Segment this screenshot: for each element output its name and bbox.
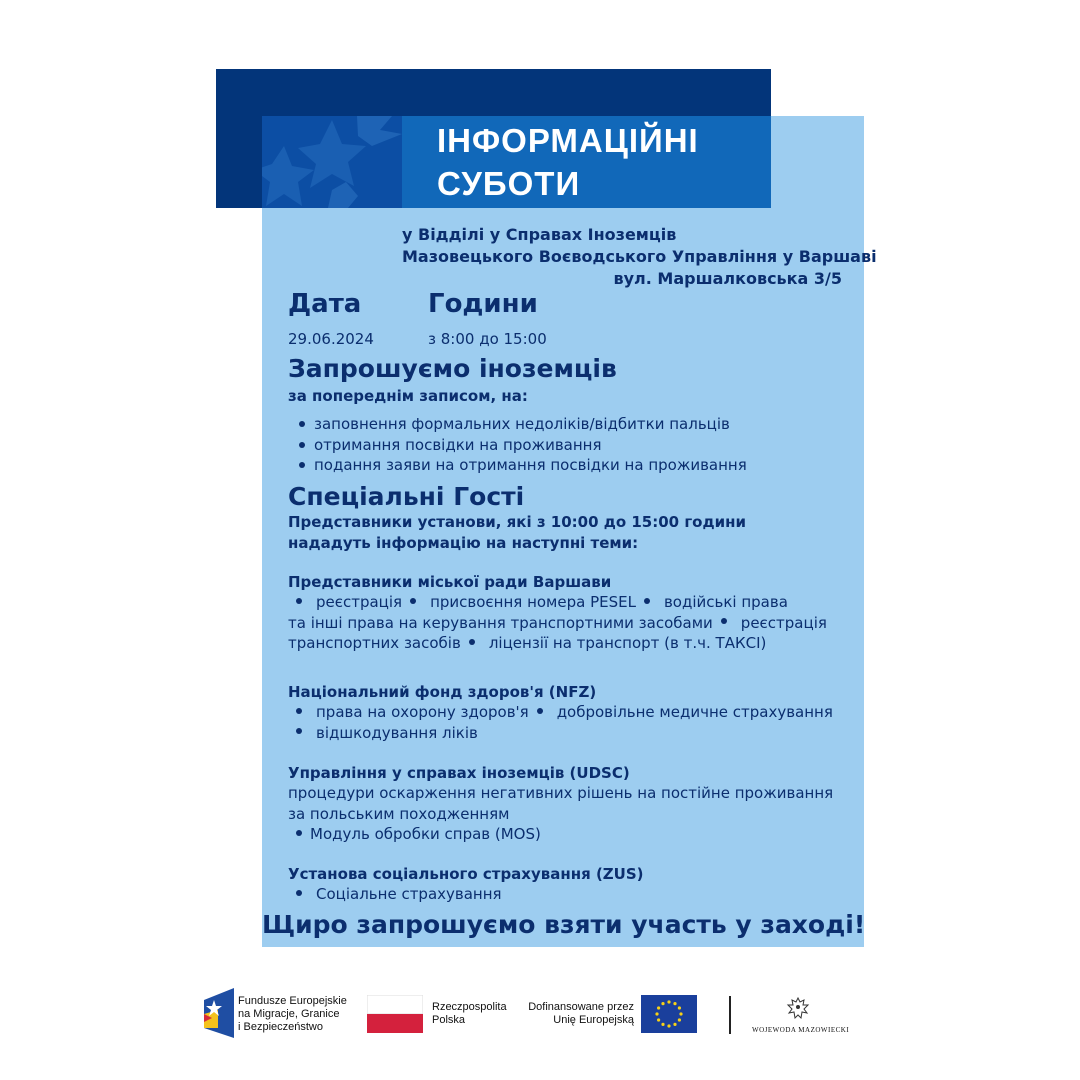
rp-logo-text [432,1001,507,1027]
zus-heading [288,864,644,885]
stars-decoration-icon [262,116,402,208]
eu-cofinance-text [528,1001,634,1027]
udsc-line-2: за польським походженням [288,804,510,823]
date-value: 29.06.2024 [288,330,374,348]
bullet-icon [296,598,302,604]
udsc-heading-text: Управління у справах іноземців (UDSC) [288,764,630,782]
bullet-icon [410,598,416,604]
guests-intro-line-1: Представники установи, які з 10:00 до 15:00 години [288,513,746,531]
nfz-topic-rights: права на охорону здоров'я [316,703,529,721]
fund-line-3: i Bezpieczeństwo [238,1021,323,1033]
udsc-topics [288,783,848,845]
list-item: заповнення формальних недоліків/відбитки пальців [298,414,747,435]
nfz-topic-reimbursement: відшкодування ліків [316,723,478,742]
location-address: вул. Маршалковська 3/5 [613,269,842,288]
udsc-heading [288,763,630,784]
bullet-icon [296,890,302,896]
location-block [402,224,877,290]
guests-intro-line-2: нададуть інформацію на наступні теми: [288,534,639,552]
rp-line-2: Polska [432,1014,466,1026]
bullet-icon [296,708,302,714]
fund-logo-text [238,995,347,1034]
fund-line-2: na Migracje, Granice [238,1008,340,1020]
city-line-2 [288,613,848,634]
city-topic-licenses: ліцензії на транспорт (в т.ч. ТАКСІ) [488,634,767,652]
invite-subheading [288,386,528,407]
zus-topics [288,884,848,905]
title-line-2: СУБОТИ [437,165,581,202]
title-line-1: ІНФОРМАЦІЙНІ [437,122,699,159]
location-line-1: у Відділі у Справах Іноземців [402,225,677,244]
bullet-icon [644,598,650,604]
nfz-line-1 [288,702,848,723]
invite-list [298,414,747,476]
city-topic-registration: реєстрація [316,593,403,611]
udsc-line-1: процедури оскарження негативних рішень на постійне проживання [288,784,834,802]
list-item: отримання посвідки на проживання [298,435,747,456]
zus-heading-text: Установа соціального страхування (ZUS) [288,865,644,883]
eu-line-2: Unię Europejską [553,1014,634,1026]
location-line-2: Мазовецького Воєводського Управління у Варшаві [402,247,877,266]
closing-invitation: Щиро запрошуємо взяти участь у заході! [262,910,866,939]
udsc-topic-mos: Модуль обробки справ (MOS) [310,825,541,843]
eagle-emblem-icon [786,996,810,1022]
zus-topic-social-insurance: Соціальне страхування [316,885,502,903]
guests-intro [288,512,746,554]
bullet-icon [296,830,302,836]
eu-stars-graphic [262,116,402,208]
nfz-heading [288,682,596,703]
guests-heading: Спеціальні Гості [288,482,525,511]
fund-line-1: Fundusze Europejskie [238,995,347,1007]
nfz-topic-insurance: добровільне медичне страхування [556,703,833,721]
city-topic-other-rights: та інші права на керування транспортними засобами [288,613,713,632]
page-title [437,119,767,205]
invite-heading: Запрошуємо іноземців [288,354,617,383]
nfz-line-2 [288,723,848,744]
fund-logo-icon [204,988,234,1038]
city-heading [288,572,611,593]
wojewoda-text: WOJEWODA MAZOWIECKI [752,1026,850,1034]
nfz-topics [288,702,848,743]
bullet-icon [296,728,302,734]
eu-flag-icon [641,995,697,1033]
city-topic-pesel: присвоєння номера PESEL [430,593,636,611]
rp-line-1: Rzeczpospolita [432,1001,507,1013]
nfz-heading-text: Національний фонд здоров'я (NFZ) [288,683,597,701]
eu-line-1: Dofinansowane przez [528,1001,634,1013]
city-heading-text: Представники міської ради Варшави [288,573,612,591]
zus-line-1 [288,884,848,905]
invite-subheading-text: за попереднім записом, на: [288,387,528,405]
city-line-1 [288,592,848,613]
bullet-icon [537,708,543,714]
polish-flag-icon [367,995,423,1033]
city-topics [288,592,848,654]
udsc-line-3 [288,824,848,845]
city-topic-vehicles: транспортних засобів [288,634,461,652]
hours-value: з 8:00 до 15:00 [428,330,547,348]
city-topic-vehicle-registration: реєстрація [740,613,827,632]
date-label: Дата [288,289,362,319]
hours-label: Години [428,289,538,319]
bullet-icon [469,639,475,645]
city-line-3 [288,633,848,654]
list-item: подання заяви на отримання посвідки на проживання [298,455,747,476]
city-topic-driving: водійські права [663,593,788,611]
footer-divider [729,996,731,1034]
bullet-icon [721,618,727,624]
